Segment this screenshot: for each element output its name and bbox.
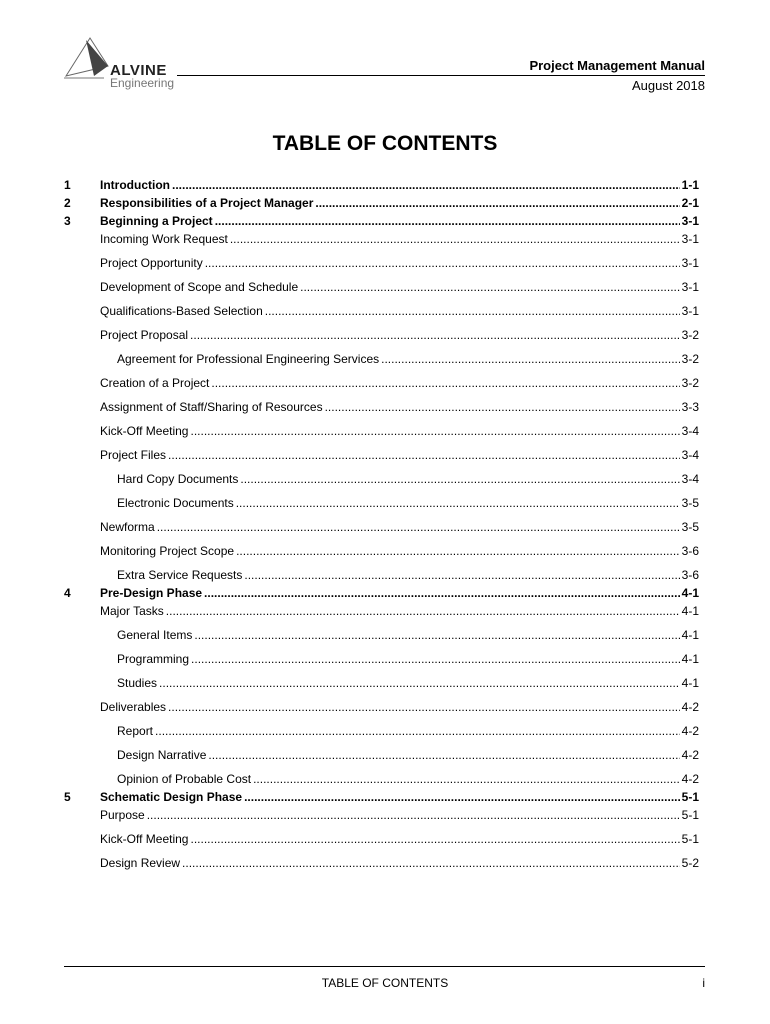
toc-leader-dots <box>211 376 679 390</box>
toc-entry-page: 5-2 <box>681 856 699 870</box>
toc-entry <box>64 304 699 322</box>
toc-entry-page: 4-1 <box>681 628 699 642</box>
footer-label: TABLE OF CONTENTS <box>321 976 449 990</box>
toc-leader-dots <box>172 178 680 192</box>
toc-entry <box>64 178 699 196</box>
toc-entry-page: 3-2 <box>681 376 699 390</box>
logo-subtitle: Engineering <box>110 76 175 90</box>
toc-entry-title: Pre-Design Phase <box>100 586 203 600</box>
toc-entry <box>64 424 699 442</box>
toc-entry-title: Programming <box>117 652 190 666</box>
toc-leader-dots <box>194 628 679 642</box>
toc-entry-title: Studies <box>117 676 158 690</box>
toc-entry <box>64 328 699 346</box>
toc-entry <box>64 256 699 274</box>
toc-entry-number: 3 <box>64 214 71 228</box>
toc-entry-page: 3-6 <box>681 544 699 558</box>
toc-leader-dots <box>265 304 680 318</box>
manual-title: Project Management Manual <box>529 58 705 73</box>
toc-entry <box>64 676 699 694</box>
toc-entry-page: 3-2 <box>681 328 699 342</box>
toc-entry <box>64 856 699 874</box>
toc-entry <box>64 232 699 250</box>
toc-entry-title: Qualifications-Based Selection <box>100 304 263 318</box>
toc-entry <box>64 628 699 646</box>
toc-entry-number: 2 <box>64 196 71 210</box>
toc-entry <box>64 700 699 718</box>
toc-leader-dots <box>300 280 680 294</box>
toc-leader-dots <box>236 496 680 510</box>
toc-entry-page: 3-1 <box>681 256 699 270</box>
toc-entry-page: 4-2 <box>681 700 699 714</box>
toc-entry-page: 4-2 <box>681 748 699 762</box>
toc-entry-title: Design Narrative <box>117 748 207 762</box>
toc-entry-page: 3-1 <box>681 232 699 246</box>
toc-entry-title: Kick-Off Meeting <box>100 832 189 846</box>
footer-page-number: i <box>702 976 705 990</box>
toc-leader-dots <box>147 808 680 822</box>
toc-entry <box>64 448 699 466</box>
toc-entry <box>64 520 699 538</box>
toc-entry <box>64 214 699 232</box>
toc-entry-title: Introduction <box>100 178 170 192</box>
toc-leader-dots <box>190 424 679 438</box>
toc-entry-title: Purpose <box>100 808 145 822</box>
toc-entry-title: Extra Service Requests <box>117 568 243 582</box>
toc-entry-title: Schematic Design Phase <box>100 790 243 804</box>
toc-entry-page: 3-1 <box>681 214 699 228</box>
toc-entry-page: 5-1 <box>681 808 699 822</box>
logo-name: ALVINE <box>110 62 167 79</box>
toc-entry-page: 3-6 <box>681 568 699 582</box>
toc-entry-page: 4-2 <box>681 724 699 738</box>
toc-title: TABLE OF CONTENTS <box>272 132 498 155</box>
toc-entry-page: 3-3 <box>681 400 699 414</box>
toc-entry-page: 3-4 <box>681 472 699 486</box>
toc-entry-page: 1-1 <box>681 178 699 192</box>
toc-entry-title: Project Opportunity <box>100 256 203 270</box>
toc-entry-page: 5-1 <box>681 790 699 804</box>
toc-entry <box>64 568 699 586</box>
toc-entry <box>64 280 699 298</box>
toc-leader-dots <box>159 676 680 690</box>
toc-entry-title: Creation of a Project <box>100 376 210 390</box>
toc-entry-title: Major Tasks <box>100 604 164 618</box>
toc-entry-title: Project Proposal <box>100 328 189 342</box>
toc-entry-page: 3-1 <box>681 304 699 318</box>
toc-entry-title: Project Files <box>100 448 167 462</box>
toc-entry-title: Agreement for Professional Engineering Services <box>117 352 380 366</box>
toc-leader-dots <box>215 214 680 228</box>
toc-entry-title: Incoming Work Request <box>100 232 228 246</box>
toc-entry-number: 4 <box>64 586 71 600</box>
toc-entry <box>64 544 699 562</box>
toc-leader-dots <box>230 232 680 246</box>
toc-entry-page: 2-1 <box>681 196 699 210</box>
toc-entry-page: 4-1 <box>681 604 699 618</box>
toc-leader-dots <box>155 724 680 738</box>
toc-entry <box>64 772 699 790</box>
toc-leader-dots <box>157 520 680 534</box>
footer-rule <box>64 966 705 967</box>
toc-entry <box>64 196 699 214</box>
toc-leader-dots <box>325 400 680 414</box>
toc-leader-dots <box>244 790 680 804</box>
toc-entry-title: Opinion of Probable Cost <box>117 772 252 786</box>
toc-leader-dots <box>205 256 680 270</box>
toc-entry <box>64 808 699 826</box>
toc-entry-page: 4-1 <box>681 586 699 600</box>
toc-leader-dots <box>244 568 679 582</box>
toc-entry-title: Kick-Off Meeting <box>100 424 189 438</box>
toc-entry-page: 4-1 <box>681 676 699 690</box>
toc-entry-title: Report <box>117 724 154 738</box>
toc-entry-number: 1 <box>64 178 71 192</box>
toc-leader-dots <box>381 352 680 366</box>
toc-entry <box>64 472 699 490</box>
toc-entry-number: 5 <box>64 790 71 804</box>
toc-entry-page: 4-2 <box>681 772 699 786</box>
toc-entry <box>64 748 699 766</box>
manual-date: August 2018 <box>631 78 705 93</box>
toc-entry-title: General Items <box>117 628 193 642</box>
toc-entry-page: 5-1 <box>681 832 699 846</box>
toc-leader-dots <box>168 700 680 714</box>
toc-entry-title: Design Review <box>100 856 181 870</box>
toc-entry-title: Beginning a Project <box>100 214 213 228</box>
toc-entry-title: Hard Copy Documents <box>117 472 239 486</box>
toc-entry <box>64 652 699 670</box>
toc-entry-page: 3-2 <box>681 352 699 366</box>
toc-entry <box>64 352 699 370</box>
toc-leader-dots <box>208 748 679 762</box>
toc-entry-title: Assignment of Staff/Sharing of Resources <box>100 400 323 414</box>
toc-entry-page: 3-1 <box>681 280 699 294</box>
toc-leader-dots <box>168 448 680 462</box>
header-rule <box>177 75 705 76</box>
toc-entry-title: Newforma <box>100 520 155 534</box>
toc-entry-page: 3-4 <box>681 448 699 462</box>
toc-leader-dots <box>190 832 679 846</box>
toc-entry-title: Responsibilities of a Project Manager <box>100 196 314 210</box>
toc-entry-page: 4-1 <box>681 652 699 666</box>
toc-entry-title: Electronic Documents <box>117 496 234 510</box>
toc-leader-dots <box>236 544 680 558</box>
toc-entry-title: Monitoring Project Scope <box>100 544 235 558</box>
toc-entry <box>64 376 699 394</box>
toc-leader-dots <box>190 328 680 342</box>
toc-leader-dots <box>204 586 680 600</box>
toc-leader-dots <box>182 856 680 870</box>
toc-leader-dots <box>253 772 680 786</box>
toc-leader-dots <box>240 472 679 486</box>
toc-leader-dots <box>191 652 680 666</box>
toc-entry <box>64 604 699 622</box>
toc-leader-dots <box>315 196 679 210</box>
toc-entry-title: Deliverables <box>100 700 167 714</box>
toc-entry <box>64 724 699 742</box>
toc-entry <box>64 586 699 604</box>
toc-list <box>64 178 699 874</box>
toc-entry-page: 3-4 <box>681 424 699 438</box>
toc-entry <box>64 496 699 514</box>
toc-entry <box>64 790 699 808</box>
toc-entry-page: 3-5 <box>681 520 699 534</box>
toc-entry-title: Development of Scope and Schedule <box>100 280 299 294</box>
toc-leader-dots <box>166 604 680 618</box>
toc-entry <box>64 832 699 850</box>
toc-entry <box>64 400 699 418</box>
toc-entry-page: 3-5 <box>681 496 699 510</box>
